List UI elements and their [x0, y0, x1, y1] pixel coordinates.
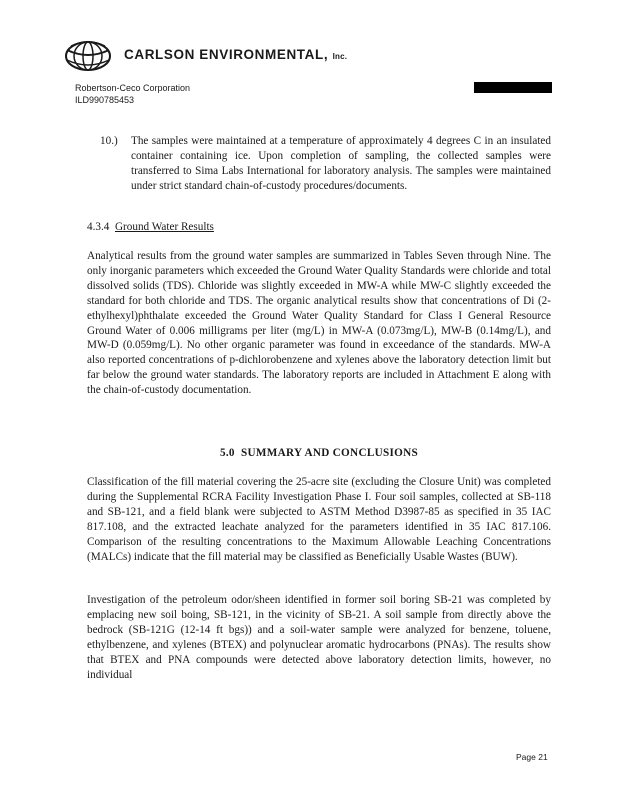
list-item-text: The samples were maintained at a temperature of approximately 4 degrees C in an insulated container containing ice. Upon completion of sampling, the collected samples were transferred to Sima Labs International for laboratory analysis. The samples were maintained under strict standard chain-of-custody procedures/documents.: [131, 135, 551, 192]
company-logo: [63, 38, 113, 74]
section-heading: 5.0 SUMMARY AND CONCLUSIONS: [219, 447, 419, 459]
globe-logo-icon: [63, 38, 113, 74]
client-name: Robertson-Ceco Corporation: [75, 83, 191, 93]
company-name: [124, 47, 347, 62]
ground-water-paragraph: Analytical results from the ground water samples are summarized in Tables Seven through Nine. The only inorganic parameters which exceeded the Ground Water Quality Standards were chloride and total dissolved solids (TDS). Chloride was slightly exceeded in MW-A while MW-C slightly exceeded the standard for both chloride and TDS. The organic analytical results show that concentrations of Di (2-ethylhexyl)phthalate exceeded the Ground Water Quality Standard for Class I General Resource Ground Water of 0.006 milligrams per liter (mg/L) in MW-A (0.073mg/L), MW-B (0.14mg/L), and MW-D (0.059mg/L). No other organic parameter was found in exceedance of the standards. MW-A also reported concentrations of p-dichlorobenzene and xylenes above the laboratory detection limit but far below the ground water standards. The laboratory reports are included in Attachment E along with the chain-of-custody documentation.: [87, 250, 551, 397]
petroleum-investigation-paragraph: Investigation of the petroleum odor/sheen identified in former soil boring SB-21 was completed by emplacing new soil boing, SB-121, in the vicinity of SB-21. A soil sample from directly above the bedrock (SB-121G (12-14 ft bgs)) and a soil-water sample were analyzed for benzene, toluene, ethylbenzene, and xylenes (BTEX) and polynuclear aromatic hydrocarbons (PNAs). The results show that BTEX and PNA compounds were detected above laboratory detection limits, however, no individual: [87, 594, 551, 681]
redaction-bar: [474, 82, 552, 93]
subsection-heading: [87, 220, 214, 235]
page-number: Page 21: [516, 752, 548, 762]
list-item-number: 10.): [100, 135, 118, 147]
company-suffix: Inc.: [332, 52, 348, 61]
company-name-text: CARLSON ENVIRONMENTAL,: [124, 47, 329, 62]
fill-classification-paragraph: Classification of the fill material covering the 25-acre site (excluding the Closure Unit) was completed during the Supplemental RCRA Facility Investigation Phase I. Four soil samples, collected at SB-118 and SB-121, and a field blank were subjected to ASTM Method D3987-85 as specified in 35 IAC 817.108, and the extracted leachate analyzed for the parameters identified in 35 IAC 817.106. Comparison of the resulting concentrations to the Maximum Allowable Leaching Concentrations (MALCs) indicate that the fill material may be classified as Beneficially Usable Wastes (BUW).: [87, 476, 551, 563]
subsection-title: Ground Water Results: [114, 221, 214, 233]
subsection-number: 4.3.4: [87, 221, 110, 233]
client-block: [75, 82, 190, 106]
site-id: ILD990785453: [75, 95, 135, 105]
